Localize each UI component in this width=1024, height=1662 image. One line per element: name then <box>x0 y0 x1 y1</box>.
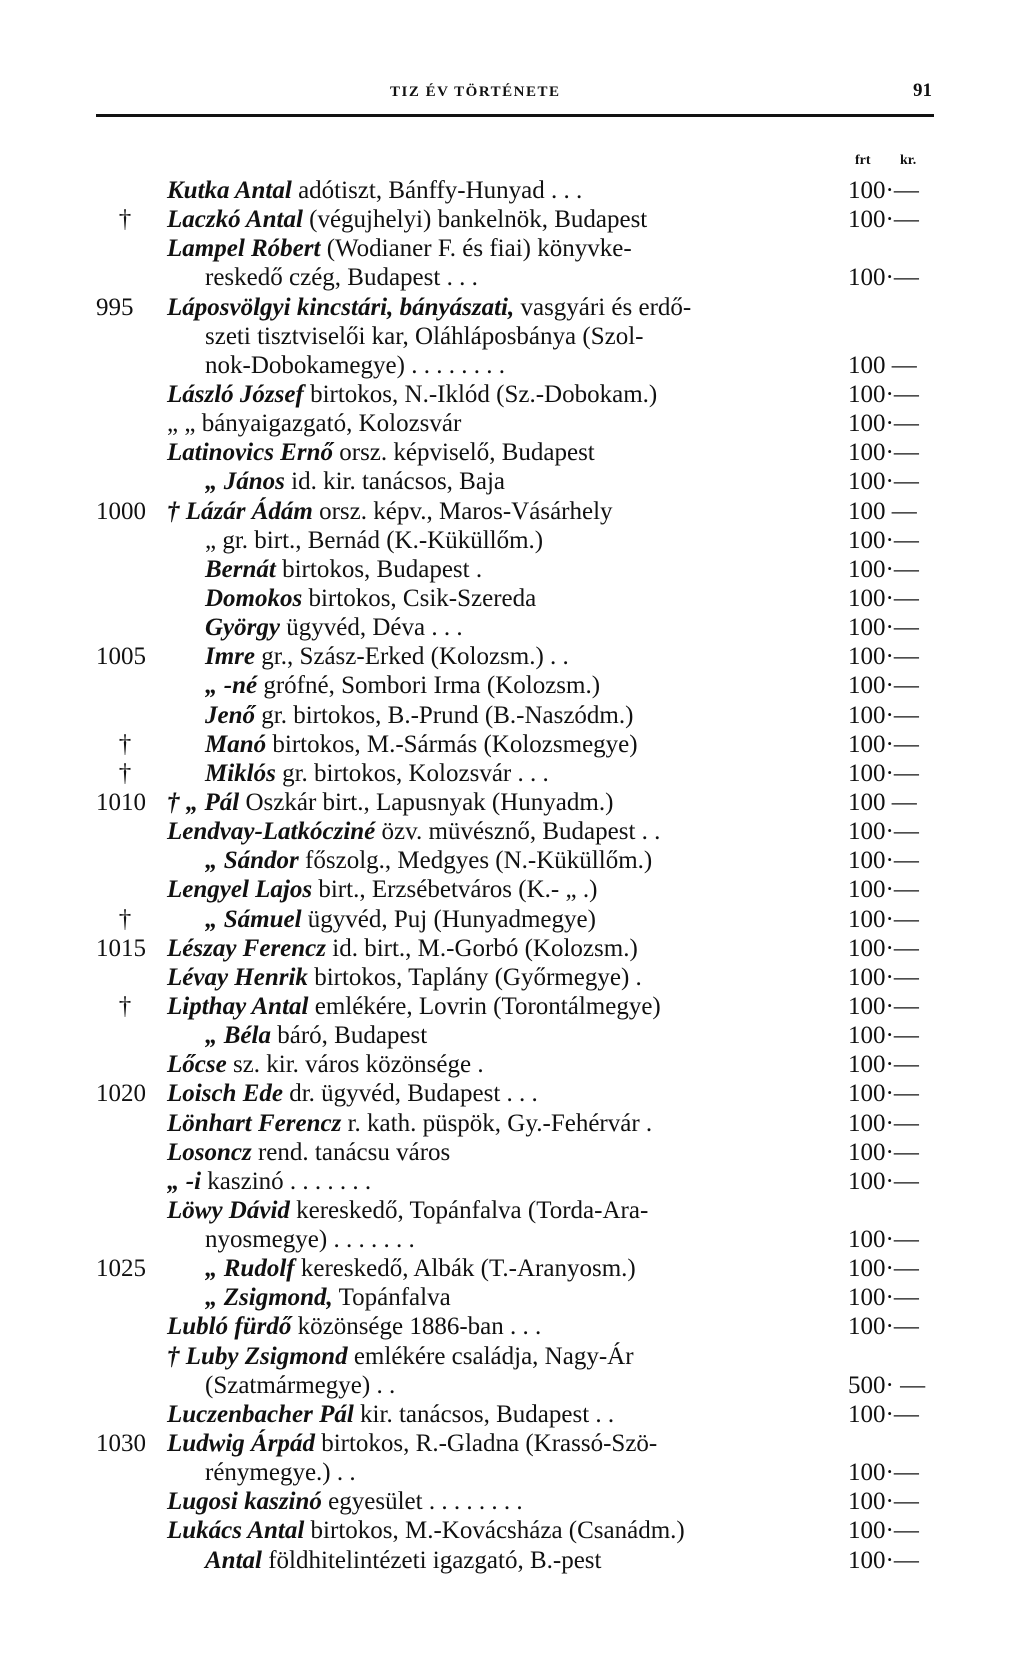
donor-name: Lukács Antal <box>167 1517 305 1545</box>
donor-description: kir. tanácsos, Budapest . . <box>353 1400 615 1428</box>
list-item <box>0 293 1024 322</box>
donor-description: birtokos, M.-Kovácsháza (Csanádm.) <box>304 1517 685 1545</box>
donor-name: Loisch Ede <box>167 1080 283 1108</box>
entry-text <box>167 176 582 205</box>
list-item <box>0 1079 1024 1108</box>
list-item <box>0 1109 1024 1138</box>
donor-description: (Szatmármegye) . . <box>205 1371 396 1399</box>
list-item <box>0 584 1024 613</box>
list-item <box>0 555 1024 584</box>
list-item <box>0 526 1024 555</box>
entry-number: 1000 <box>96 497 146 525</box>
list-item <box>0 1196 1024 1225</box>
donor-name: György <box>205 614 280 642</box>
entry-text <box>205 905 596 934</box>
donor-description: közönsége 1886-ban . . . <box>291 1313 542 1341</box>
donation-amount: 100·— <box>848 905 919 933</box>
deceased-mark: † <box>118 206 132 234</box>
donor-description: báró, Budapest <box>270 1022 428 1050</box>
entry-text <box>167 497 613 526</box>
list-item <box>0 730 1024 759</box>
donor-name: Losoncz <box>167 1138 252 1166</box>
list-item <box>0 409 1024 438</box>
donor-name: Manó <box>205 730 267 758</box>
donor-description: rend. tanácsu város <box>251 1138 451 1166</box>
donation-amount: 100·— <box>848 1488 919 1516</box>
list-item <box>0 1225 1024 1254</box>
donor-name: Ludwig Árpád <box>167 1430 315 1458</box>
list-item <box>0 992 1024 1021</box>
donor-description: orsz. képviselő, Budapest <box>333 439 595 467</box>
list-item <box>0 1254 1024 1283</box>
donor-name: „ -né <box>205 672 258 700</box>
donation-amount: 500· — <box>848 1371 926 1399</box>
header-rule <box>96 114 934 117</box>
entry-text <box>167 1079 538 1108</box>
list-item <box>0 1429 1024 1458</box>
donation-amount: 100·— <box>848 1167 919 1195</box>
donation-amount: 100·— <box>848 934 919 962</box>
donor-name: † Luby Zsigmond <box>167 1342 348 1370</box>
donor-name: „ -i <box>167 1167 202 1195</box>
donor-name: Domokos <box>205 584 303 612</box>
donation-amount: 100·— <box>848 264 919 292</box>
donor-name: „ Zsigmond, <box>205 1284 333 1312</box>
entry-text <box>167 234 632 263</box>
entry-text <box>167 293 691 322</box>
donor-description: nok-Dobokamegye) . . . . . . . . <box>205 351 505 379</box>
donation-amount: 100·— <box>848 963 919 991</box>
donor-name: Laczkó Antal <box>167 206 303 234</box>
entry-number: 1030 <box>96 1430 146 1458</box>
donor-description: rénymegye.) . . <box>205 1459 356 1487</box>
list-item <box>0 1516 1024 1545</box>
list-item <box>0 1138 1024 1167</box>
entry-text <box>167 788 613 817</box>
donor-list <box>0 176 1024 1575</box>
donor-description: Topánfalva <box>332 1284 451 1312</box>
entry-number: 1025 <box>96 1255 146 1283</box>
donation-amount: 100·— <box>848 818 919 846</box>
list-item <box>0 817 1024 846</box>
entry-text <box>167 1109 652 1138</box>
list-item <box>0 1458 1024 1487</box>
donor-description: ügyvéd, Puj (Hunyadmegye) <box>301 905 596 933</box>
donation-amount: 100·— <box>848 614 919 642</box>
list-item <box>0 905 1024 934</box>
donor-description: birtokos, Budapest . <box>275 555 483 583</box>
entry-text <box>167 934 638 963</box>
donation-amount: 100·— <box>848 847 919 875</box>
entry-text <box>167 380 657 409</box>
list-item <box>0 613 1024 642</box>
list-item <box>0 701 1024 730</box>
entry-number: 1020 <box>96 1080 146 1108</box>
donor-name: Luczenbacher Pál <box>167 1400 354 1428</box>
donation-amount: 100·— <box>848 992 919 1020</box>
donor-description: főszolg., Medgyes (N.-Küküllőm.) <box>298 847 653 875</box>
entry-text <box>167 875 597 904</box>
donor-description: ügyvéd, Déva . . . <box>279 614 463 642</box>
list-item <box>0 1342 1024 1371</box>
list-item <box>0 788 1024 817</box>
donation-amount: 100·— <box>848 730 919 758</box>
entry-text <box>205 701 633 730</box>
donation-amount: 100·— <box>848 1459 919 1487</box>
list-item <box>0 1546 1024 1575</box>
deceased-mark: † <box>118 905 132 933</box>
list-item <box>0 1167 1024 1196</box>
donor-description: birtokos, N.-Iklód (Sz.-Dobokam.) <box>303 380 658 408</box>
entry-text <box>205 263 478 292</box>
entry-text <box>167 1429 657 1458</box>
list-item <box>0 438 1024 467</box>
donor-name: Lipthay Antal <box>167 992 309 1020</box>
donor-name: „ Rudolf <box>205 1255 295 1283</box>
donor-name: „ János <box>205 468 285 496</box>
entry-text <box>167 1138 450 1167</box>
entry-text <box>205 671 600 700</box>
entry-text <box>167 1312 541 1341</box>
entry-text <box>205 1254 636 1283</box>
entry-number: 1010 <box>96 788 146 816</box>
donation-amount: 100·— <box>848 876 919 904</box>
list-item <box>0 234 1024 263</box>
donor-name: „ Sándor <box>205 847 299 875</box>
donation-amount: 100·— <box>848 701 919 729</box>
donation-amount: 100·— <box>848 380 919 408</box>
entry-text <box>205 1546 601 1575</box>
donor-description: szeti tisztviselői kar, Oláhláposbánya (Szol- <box>205 322 644 350</box>
deceased-mark: † <box>118 730 132 758</box>
donor-name: Lubló fürdő <box>167 1313 292 1341</box>
donation-amount: 100·— <box>848 643 919 671</box>
donor-description: emlékére családja, Nagy-Ár <box>347 1342 634 1370</box>
entry-text <box>205 642 569 671</box>
entry-text <box>167 817 660 846</box>
donor-name: Bernát <box>205 555 276 583</box>
page-number: 91 <box>913 80 932 101</box>
donor-description: gr., Szász-Erked (Kolozsm.) . . <box>255 643 569 671</box>
donation-amount: 100·— <box>848 206 919 234</box>
entry-text <box>167 1487 523 1516</box>
running-title: TIZ ÉV TÖRTÉNETE <box>390 84 561 100</box>
list-item <box>0 1050 1024 1079</box>
donor-description: kereskedő, Topánfalva (Torda-Ara- <box>289 1196 649 1224</box>
entry-text <box>205 613 463 642</box>
donor-description: orsz. képv., Maros-Vásárhely <box>312 497 613 525</box>
donor-description: adótiszt, Bánffy-Hunyad . . . <box>291 177 583 204</box>
donor-description: vasgyári és erdő- <box>514 293 692 321</box>
donor-description: birtokos, Taplány (Győrmegye) . <box>307 963 642 991</box>
entry-text <box>205 759 549 788</box>
donation-amount: 100·— <box>848 177 919 204</box>
entry-text <box>205 1021 427 1050</box>
donor-description: (végujhelyi) bankelnök, Budapest <box>302 206 648 234</box>
donor-description: (Wodianer F. és fiai) könyvke- <box>320 235 632 263</box>
list-item <box>0 205 1024 234</box>
donation-amount: 100·— <box>848 1546 919 1574</box>
list-item <box>0 322 1024 351</box>
list-item <box>0 467 1024 496</box>
donor-name: Láposvölgyi kincstári, bányászati, <box>167 293 515 321</box>
donation-amount: 100·— <box>848 1517 919 1545</box>
donation-amount: 100·— <box>848 1313 919 1341</box>
entry-text <box>205 322 643 351</box>
donor-description: reskedő czég, Budapest . . . <box>205 264 478 292</box>
entry-text <box>167 1400 614 1429</box>
list-item <box>0 934 1024 963</box>
list-item <box>0 1283 1024 1312</box>
list-item <box>0 1312 1024 1341</box>
donor-description: sz. kir. város közönsége . <box>226 1051 484 1079</box>
donation-amount: 100·— <box>848 584 919 612</box>
entry-number: 1015 <box>96 934 146 962</box>
list-item <box>0 963 1024 992</box>
donor-description: id. kir. tanácsos, Baja <box>284 468 505 496</box>
list-item <box>0 1021 1024 1050</box>
donation-amount: 100·— <box>848 1051 919 1079</box>
donor-description: birtokos, M.-Sármás (Kolozsmegye) <box>266 730 638 758</box>
donor-description: özv. müvésznő, Budapest . . <box>375 818 661 846</box>
donor-description: birtokos, Csik-Szereda <box>302 584 537 612</box>
donation-amount: 100·— <box>848 468 919 496</box>
donor-name: † Lázár Ádám <box>167 497 313 525</box>
entry-text <box>205 1225 415 1254</box>
entry-text <box>167 992 661 1021</box>
donor-name: Antal <box>205 1546 262 1574</box>
donation-amount: 100·— <box>848 1109 919 1137</box>
donor-description: dr. ügyvéd, Budapest . . . <box>282 1080 538 1108</box>
donor-name: Kutka Antal <box>167 177 292 204</box>
donor-description: kereskedő, Albák (T.-Aranyosm.) <box>294 1255 636 1283</box>
list-item <box>0 176 1024 205</box>
entry-text <box>205 1283 451 1312</box>
donation-amount: 100 — <box>848 497 917 525</box>
donation-amount: 100·— <box>848 410 919 438</box>
donor-description: id. birt., M.-Gorbó (Kolozsm.) <box>326 934 638 962</box>
donation-amount: 100·— <box>848 1080 919 1108</box>
entry-text <box>167 409 461 438</box>
donation-amount: 100·— <box>848 1255 919 1283</box>
deceased-mark: † <box>118 759 132 787</box>
entry-text <box>205 526 543 555</box>
donor-name: Lugosi kaszinó <box>167 1488 322 1516</box>
donation-amount: 100·— <box>848 439 919 467</box>
donor-description: birt., Erzsébetváros (K.- „ .) <box>312 876 598 904</box>
donor-description: birtokos, R.-Gladna (Krassó-Szö- <box>314 1430 658 1458</box>
donor-name: Jenő <box>205 701 255 729</box>
donor-description: kaszinó . . . . . . . <box>201 1167 372 1195</box>
donor-name: Lévay Henrik <box>167 963 308 991</box>
entry-text <box>205 584 536 613</box>
donation-amount: 100·— <box>848 1138 919 1166</box>
entry-text <box>167 1196 648 1225</box>
list-item <box>0 642 1024 671</box>
donor-description: emlékére, Lovrin (Torontálmegye) <box>308 992 661 1020</box>
entry-text <box>205 1371 395 1400</box>
donation-amount: 100·— <box>848 672 919 700</box>
donation-amount: 100·— <box>848 1284 919 1312</box>
list-item <box>0 497 1024 526</box>
deceased-mark: † <box>118 992 132 1020</box>
column-header-frt: frt <box>855 153 871 168</box>
entry-number: 995 <box>96 293 134 321</box>
donor-name: † „ Pál <box>167 788 240 816</box>
donor-description: nyosmegye) . . . . . . . <box>205 1226 415 1254</box>
list-item <box>0 263 1024 292</box>
donor-description: Oszkár birt., Lapusnyak (Hunyadm.) <box>239 788 614 816</box>
entry-text <box>205 846 652 875</box>
entry-text <box>205 351 505 380</box>
entry-text <box>167 205 647 234</box>
donor-description: „ gr. birt., Bernád (K.-Küküllőm.) <box>205 526 544 554</box>
donor-description: egyesület . . . . . . . . <box>321 1488 523 1516</box>
donation-amount: 100·— <box>848 555 919 583</box>
list-item <box>0 846 1024 875</box>
list-item <box>0 671 1024 700</box>
donation-amount: 100 — <box>848 788 917 816</box>
entry-text <box>167 1516 685 1545</box>
donor-name: Löwy Dávid <box>167 1196 290 1224</box>
donor-name: Imre <box>205 643 255 671</box>
donation-amount: 100·— <box>848 1400 919 1428</box>
donor-description: gr. birtokos, B.-Prund (B.-Naszódm.) <box>255 701 634 729</box>
list-item <box>0 759 1024 788</box>
list-item <box>0 380 1024 409</box>
donor-name: „ Sámuel <box>205 905 302 933</box>
donor-name: László József <box>167 380 304 408</box>
donation-amount: 100·— <box>848 1022 919 1050</box>
entry-text <box>205 555 482 584</box>
entry-text <box>205 730 638 759</box>
donor-name: Lampel Róbert <box>167 235 321 263</box>
donation-amount: 100·— <box>848 526 919 554</box>
entry-text <box>167 1342 634 1371</box>
donor-description: gr. birtokos, Kolozsvár . . . <box>275 759 549 787</box>
donor-description: grófné, Sombori Irma (Kolozsm.) <box>257 672 601 700</box>
donor-name: Lengyel Lajos <box>167 876 313 904</box>
entry-text <box>167 1050 484 1079</box>
entry-number: 1005 <box>96 643 146 671</box>
entry-text <box>167 963 642 992</box>
list-item <box>0 875 1024 904</box>
donor-name: Lészay Ferencz <box>167 934 326 962</box>
donor-description: „ „ bányaigazgató, Kolozsvár <box>167 410 462 438</box>
donor-description: r. kath. püspök, Gy.-Fehérvár . <box>341 1109 653 1137</box>
donation-amount: 100·— <box>848 1226 919 1254</box>
list-item <box>0 1487 1024 1516</box>
donor-name: „ Béla <box>205 1022 271 1050</box>
entry-text <box>205 467 505 496</box>
list-item <box>0 351 1024 380</box>
donor-name: Lendvay-Latkócziné <box>167 818 376 846</box>
donor-name: Miklós <box>205 759 276 787</box>
list-item <box>0 1371 1024 1400</box>
list-item <box>0 1400 1024 1429</box>
donor-description: földhitelintézeti igazgató, B.-pest <box>261 1546 602 1574</box>
entry-text <box>167 438 595 467</box>
donor-name: Lőcse <box>167 1051 227 1079</box>
donor-name: Latinovics Ernő <box>167 439 333 467</box>
donation-amount: 100 — <box>848 351 917 379</box>
donation-amount: 100·— <box>848 759 919 787</box>
entry-text <box>167 1167 371 1196</box>
column-header-kr: kr. <box>900 153 917 168</box>
donor-name: Lönhart Ferencz <box>167 1109 342 1137</box>
entry-text <box>205 1458 356 1487</box>
